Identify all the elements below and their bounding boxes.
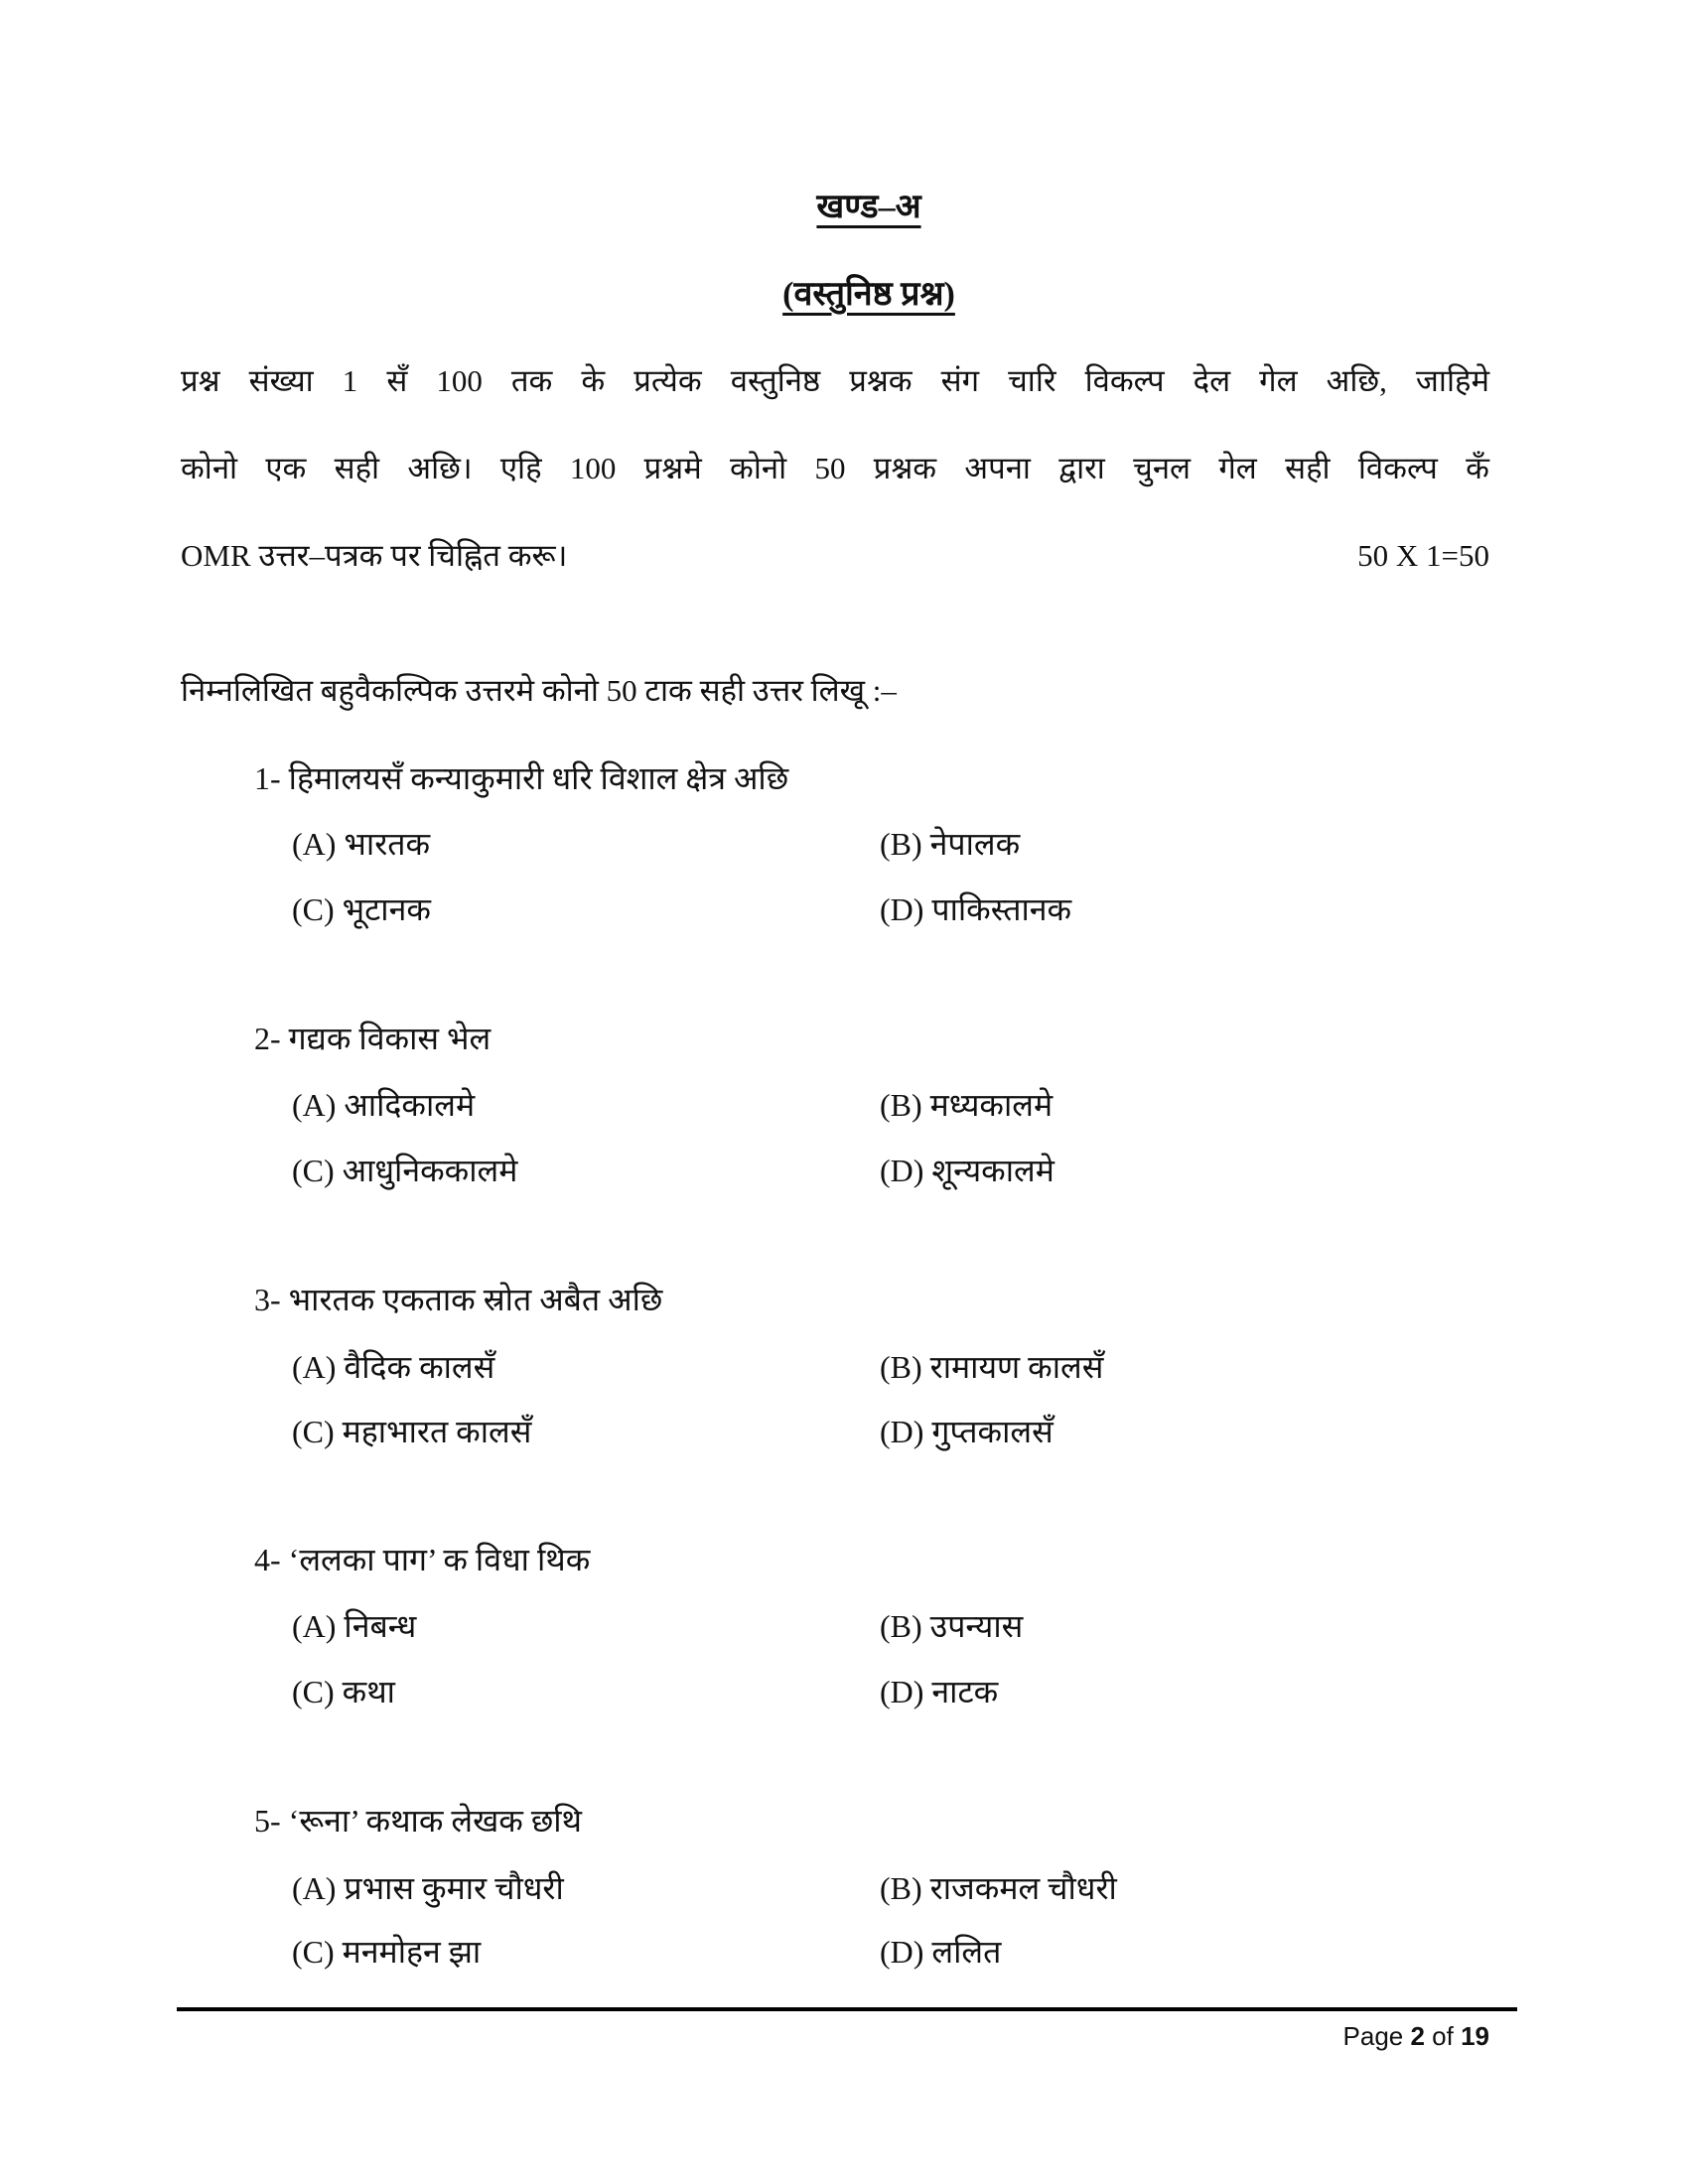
instruction-line-2: कोनो एक सही अछि। एहि 100 प्रश्नमे कोनो 50 प्रश्नक अपना द्वारा चुनल गेल सही विकल्प कँ	[181, 451, 1489, 485]
section-subtitle-text: (वस्तुनिष्ठ प्रश्न)	[782, 276, 955, 313]
directive: निम्नलिखित बहुवैकल्पिक उत्तरमे कोनो 50 टाक सही उत्तर लिखू :–	[181, 673, 897, 708]
option-b: (B) मध्यकालमे	[880, 1087, 1054, 1123]
question-text: भारतक एकताक स्रोत अबैत अछि	[288, 1282, 663, 1317]
question-text: गद्यक विकास भेल	[288, 1021, 492, 1056]
question-text: ‘ललका पाग’ क विधा थिक	[288, 1542, 591, 1577]
option-a: (A) वैदिक कालसँ	[292, 1349, 495, 1385]
page-total: 19	[1461, 2021, 1489, 2051]
question-number: 5-	[254, 1803, 281, 1839]
question-number: 3-	[254, 1282, 281, 1317]
page-label: Page	[1342, 2021, 1411, 2051]
option-c: (C) आधुनिककालमे	[292, 1153, 518, 1188]
section-title-text: खण्ड–अ	[816, 189, 921, 225]
option-a: (A) भारतक	[292, 826, 431, 862]
page-of-label: of	[1424, 2021, 1462, 2051]
option-d: (D) नाटक	[880, 1674, 999, 1709]
option-c: (C) कथा	[292, 1674, 395, 1709]
question-number: 2-	[254, 1021, 281, 1056]
instruction-line-1: प्रश्न संख्या 1 सँ 100 तक के प्रत्येक वस्तुनिष्ठ प्रश्नक संग चारि विकल्प देल गेल अछि, जाहिमे	[181, 363, 1489, 398]
option-b: (B) उपन्यास	[880, 1608, 1024, 1644]
option-b: (B) राजकमल चौधरी	[880, 1870, 1117, 1906]
section-title	[0, 191, 1688, 224]
option-d: (D) ललित	[880, 1934, 1002, 1970]
question-5	[254, 1805, 582, 1837]
question-4	[254, 1544, 590, 1575]
question-number: 1-	[254, 760, 281, 796]
question-1	[254, 762, 788, 794]
footer-divider	[177, 2007, 1517, 2011]
option-d: (D) पाकिस्तानक	[880, 891, 1072, 927]
section-subtitle	[0, 278, 1688, 312]
question-text: हिमालयसँ कन्याकुमारी धरि विशाल क्षेत्र अछि	[288, 760, 789, 796]
option-d: (D) गुप्तकालसँ	[880, 1414, 1054, 1449]
question-3	[254, 1284, 662, 1315]
option-a: (A) निबन्ध	[292, 1608, 417, 1644]
marks-allocation: 50 X 1=50	[1357, 538, 1489, 573]
page-current: 2	[1410, 2021, 1425, 2051]
option-b: (B) रामायण कालसँ	[880, 1349, 1104, 1385]
option-a: (A) प्रभास कुमार चौधरी	[292, 1870, 564, 1906]
question-2	[254, 1023, 491, 1054]
option-c: (C) महाभारत कालसँ	[292, 1414, 532, 1449]
option-b: (B) नेपालक	[880, 826, 1021, 862]
option-c: (C) भूटानक	[292, 891, 431, 927]
option-c: (C) मनमोहन झा	[292, 1934, 482, 1970]
page-number	[1343, 2023, 1489, 2049]
option-a: (A) आदिकालमे	[292, 1087, 476, 1123]
option-d: (D) शून्यकालमे	[880, 1153, 1055, 1188]
question-text: ‘रूना’ कथाक लेखक छथि	[288, 1803, 583, 1839]
question-number: 4-	[254, 1542, 281, 1577]
instruction-line-3: OMR उत्तर–पत्रक पर चिह्नित करू।	[181, 538, 568, 573]
